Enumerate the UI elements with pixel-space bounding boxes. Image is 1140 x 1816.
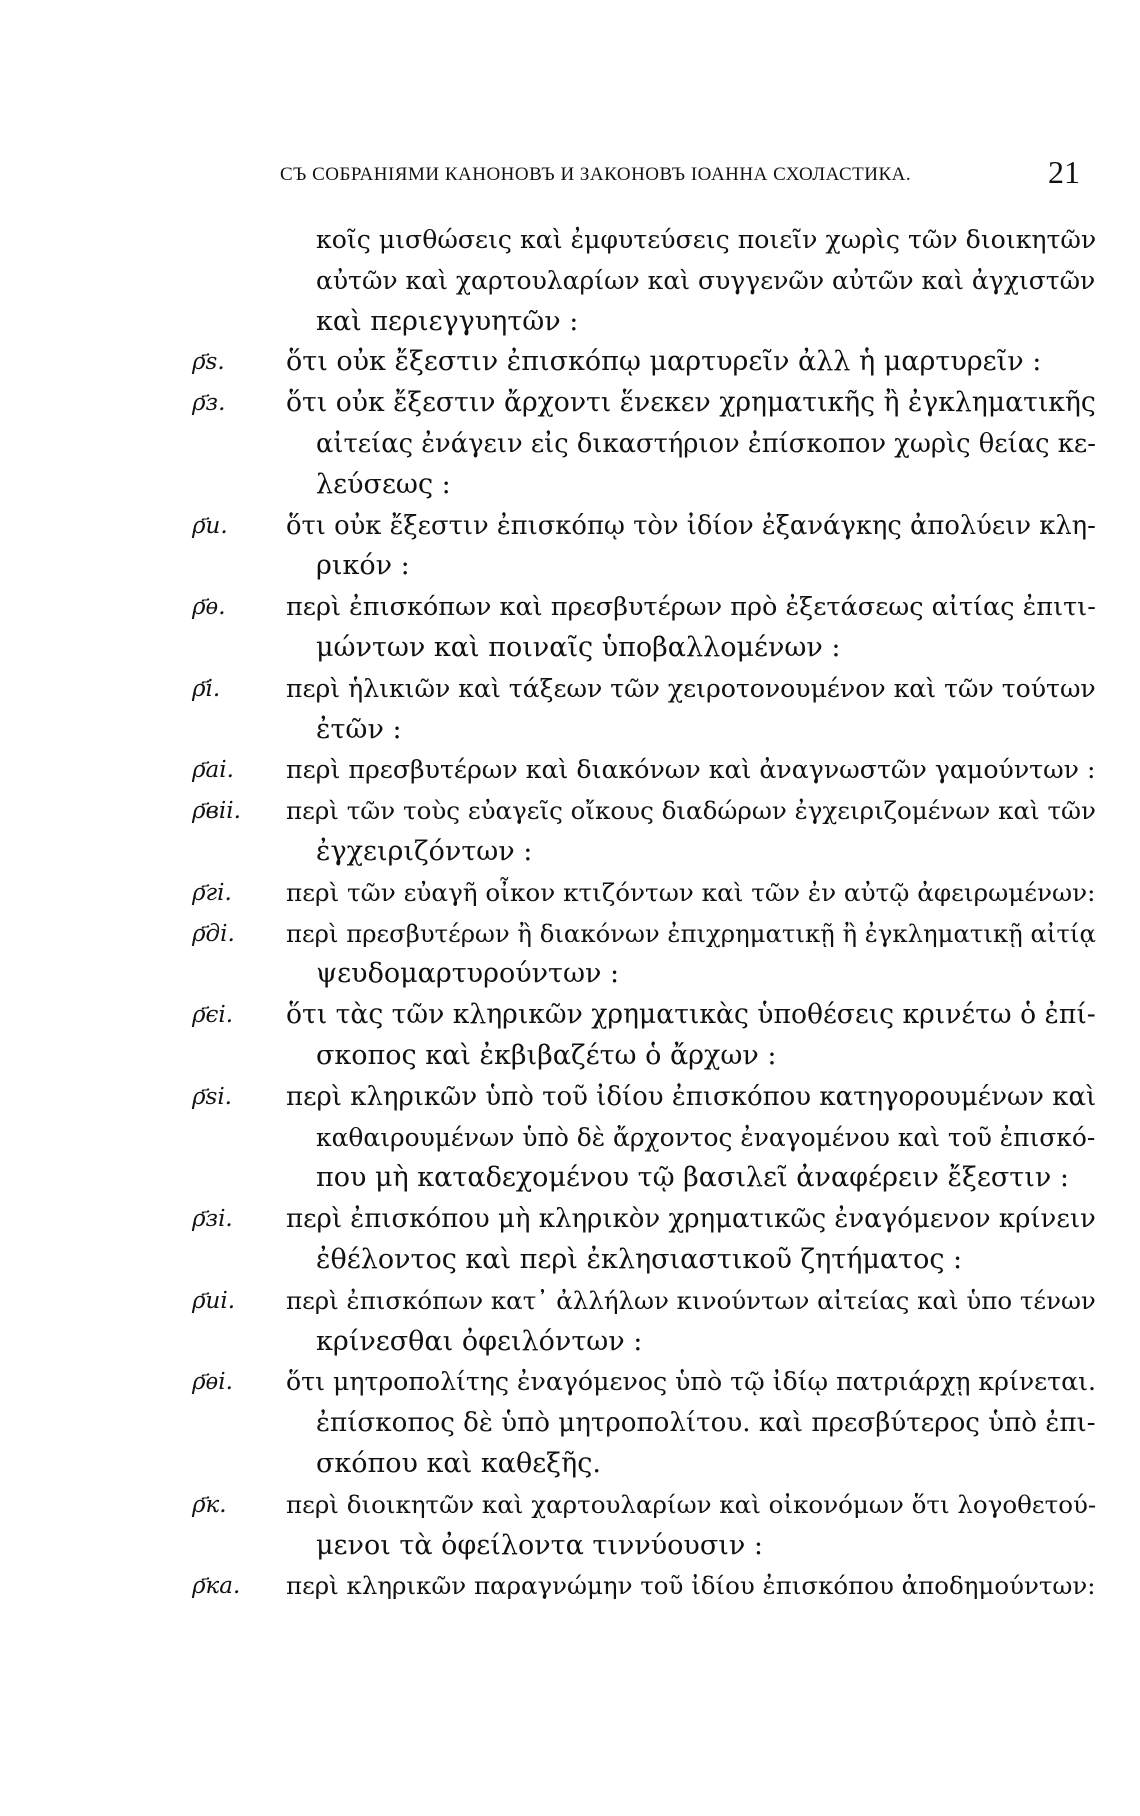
item-number-label: ρ҃иі. bbox=[192, 1287, 236, 1314]
item-number-label: ρ҃и. bbox=[192, 512, 228, 539]
page-number: 21 bbox=[1048, 154, 1080, 190]
line-text: ἐτῶν : bbox=[316, 713, 402, 745]
item-number-label: ρ҃гі. bbox=[192, 879, 232, 906]
text-line bbox=[180, 261, 1100, 302]
text-line bbox=[180, 669, 1100, 710]
text-line bbox=[180, 1362, 1100, 1403]
item-number-label: ρ҃ѕ. bbox=[192, 349, 225, 376]
item-number-label: ρ҃ѕі. bbox=[192, 1083, 232, 1110]
text-line bbox=[180, 832, 1100, 873]
text-line bbox=[180, 1036, 1100, 1077]
line-text: περὶ πρεσβυτέρων καὶ διακόνων καὶ ἀναγνωστῶν γαμούντων : bbox=[286, 755, 1096, 785]
text-line bbox=[180, 1118, 1100, 1159]
item-number-label: ρ҃єі. bbox=[192, 1002, 234, 1029]
text-line bbox=[180, 1199, 1100, 1240]
text-line bbox=[180, 546, 1100, 587]
line-text: μενοι τὰ ὀφείλοντα τιννύουσιν : bbox=[316, 1529, 763, 1561]
line-text: ρικόν : bbox=[316, 550, 410, 582]
line-text: περὶ κληρικῶν ὑπὸ τοῦ ἰδίου ἐπισκόπου κατηγορουμένων καὶ bbox=[286, 1081, 1097, 1112]
line-text: περὶ τῶν εὐαγῆ οἶκον κτιζόντων καὶ τῶν ἐν αὐτῷ ἀφειρωμένων: bbox=[286, 877, 1096, 907]
item-number-label: ρ҃ѳ. bbox=[192, 594, 226, 621]
running-title: СЪ СОБРАНІЯМИ КАНОНОВЪ И ЗАКОНОВЪ ІОАННА СХОЛАСТИКА. bbox=[280, 164, 912, 185]
line-text: σκοπος καὶ ἐκβιβαζέτω ὁ ἄρχων : bbox=[316, 1039, 777, 1071]
line-text: ὅτι μητροπολίτης ἐναγόμενος ὑπὸ τῷ ἰδίῳ πατριάρχῃ κρίνεται. bbox=[286, 1367, 1097, 1397]
item-number-label: ρ҃ді. bbox=[192, 920, 235, 947]
text-line bbox=[180, 791, 1100, 832]
line-text: ἐθέλοντος καὶ περὶ ἐκλησιαστικοῦ ζητήματος : bbox=[316, 1243, 963, 1275]
line-text: ὅτι τὰς τῶν κληρικῶν χρηματικὰς ὑποθέσεις κρινέτω ὁ ἐπί- bbox=[286, 999, 1096, 1031]
line-text: περὶ ἐπισκόπων καὶ πρεσβυτέρων πρὸ ἐξετάσεως αἰτίας ἐπιτι- bbox=[286, 592, 1096, 623]
line-text: περὶ τῶν τοὺς εὐαγεῖς οἴκους διαδώρων ἐγχειριζομένων καὶ τῶν bbox=[286, 796, 1096, 826]
text-line bbox=[180, 383, 1100, 424]
line-text: περὶ ἐπισκόπου μὴ κληρικὸν χρηματικῶς ἐναγόμενον κρίνειν bbox=[286, 1204, 1096, 1235]
text-line bbox=[180, 873, 1100, 914]
text-line bbox=[180, 1158, 1100, 1199]
text-line bbox=[180, 954, 1100, 995]
line-text: περὶ διοικητῶν καὶ χαρτουλαρίων καὶ οἰκονόμων ὅτι λογοθετού- bbox=[286, 1489, 1097, 1519]
item-number-label: ρ҃зі. bbox=[192, 1206, 233, 1233]
line-text: περὶ πρεσβυτέρων ἢ διακόνων ἐπιχρηματικῇ ἢ ἐγκληματικῇ αἰτίᾳ bbox=[286, 918, 1096, 948]
line-text: ὅτι οὐκ ἔξεστιν ἄρχοντι ἕνεκεν χρηματικῆς ἢ ἐγκληματικῆς bbox=[286, 387, 1096, 419]
text-line bbox=[180, 1240, 1100, 1281]
line-text: ἐπίσκοπος δὲ ὑπὸ μητροπολίτου. καὶ πρεσβύτερος ὑπὸ ἐπι- bbox=[316, 1408, 1096, 1439]
text-line bbox=[180, 1281, 1100, 1322]
text-line bbox=[180, 424, 1100, 465]
line-text: ὅτι οὐκ ἔξεστιν ἐπισκόπῳ τὸν ἰδίον ἐξανάγκης ἀπολύειν κλη- bbox=[286, 510, 1096, 541]
text-line bbox=[180, 914, 1100, 955]
text-line bbox=[180, 1566, 1100, 1607]
line-text: περὶ κληρικῶν παραγνώμην τοῦ ἰδίου ἐπισκόπου ἀποδημούντων: bbox=[286, 1571, 1096, 1601]
line-text: σκόπου καὶ καθεξῆς. bbox=[316, 1447, 601, 1479]
line-text: αὐτῶν καὶ χαρτουλαρίων καὶ συγγενῶν αὐτῶν καὶ ἀγχιστῶν bbox=[316, 265, 1096, 295]
text-line bbox=[180, 1526, 1100, 1567]
text-line bbox=[180, 995, 1100, 1036]
text-line bbox=[180, 342, 1100, 383]
line-text: περὶ ἐπισκόπων κατ᾽ ἀλλήλων κινούντων αἰτείας καὶ ὑπο τένων bbox=[286, 1285, 1096, 1315]
text-line bbox=[180, 1322, 1100, 1363]
line-text: λεύσεως : bbox=[316, 468, 451, 500]
line-text: ὅτι οὐκ ἔξεστιν ἐπισκόπῳ μαρτυρεῖν ἀλλ ἡ μαρτυρεῖν : bbox=[286, 346, 1042, 378]
line-text: ψευδομαρτυρούντων : bbox=[316, 958, 620, 990]
item-number-label: ρ҃віі. bbox=[192, 798, 241, 825]
text-line bbox=[180, 710, 1100, 751]
line-text: κοῖς μισθώσεις καὶ ἐμφυτεύσεις ποιεῖν χωρὶς τῶν διοικητῶν bbox=[316, 225, 1097, 254]
body-text bbox=[180, 220, 1100, 1607]
text-line bbox=[180, 587, 1100, 628]
line-text: καθαιρουμένων ὑπὸ δὲ ἄρχοντος ἐναγομένου καὶ τοῦ ἐπισκό- bbox=[316, 1122, 1096, 1152]
text-line bbox=[180, 1077, 1100, 1118]
text-line bbox=[180, 220, 1100, 261]
text-line bbox=[180, 506, 1100, 547]
item-number-label: ρ҃з. bbox=[192, 390, 226, 417]
text-line bbox=[180, 302, 1100, 343]
item-number-label: ρ҃і. bbox=[192, 675, 221, 702]
item-number-label: ρ҃к. bbox=[192, 1491, 227, 1518]
line-text: κρίνεσθαι ὀφειλόντων : bbox=[316, 1325, 643, 1357]
text-line bbox=[180, 465, 1100, 506]
line-text: μώντων καὶ ποιναῖς ὑποβαλλομένων : bbox=[316, 631, 841, 663]
text-line bbox=[180, 1403, 1100, 1444]
line-text: καὶ περιεγγυητῶν : bbox=[316, 305, 579, 337]
text-line bbox=[180, 628, 1100, 669]
page-header bbox=[280, 154, 1080, 194]
item-number-label: ρ҃ка. bbox=[192, 1573, 241, 1600]
line-text: ἐγχειριζόντων : bbox=[316, 835, 533, 867]
item-number-label: ρ҃аі. bbox=[192, 757, 234, 784]
line-text: που μὴ καταδεχομένου τῷ βασιλεῖ ἀναφέρειν ἔξεστιν : bbox=[316, 1162, 1069, 1194]
text-line bbox=[180, 1485, 1100, 1526]
line-text: αἰτείας ἐνάγειν εἰς δικαστήριον ἐπίσκοπον χωρὶς θείας κε- bbox=[316, 428, 1096, 459]
line-text: περὶ ἡλικιῶν καὶ τάξεων τῶν χειροτονουμένον καὶ τῶν τούτων bbox=[286, 673, 1096, 703]
text-line bbox=[180, 1444, 1100, 1485]
item-number-label: ρ҃ѳі. bbox=[192, 1369, 233, 1396]
text-line bbox=[180, 750, 1100, 791]
